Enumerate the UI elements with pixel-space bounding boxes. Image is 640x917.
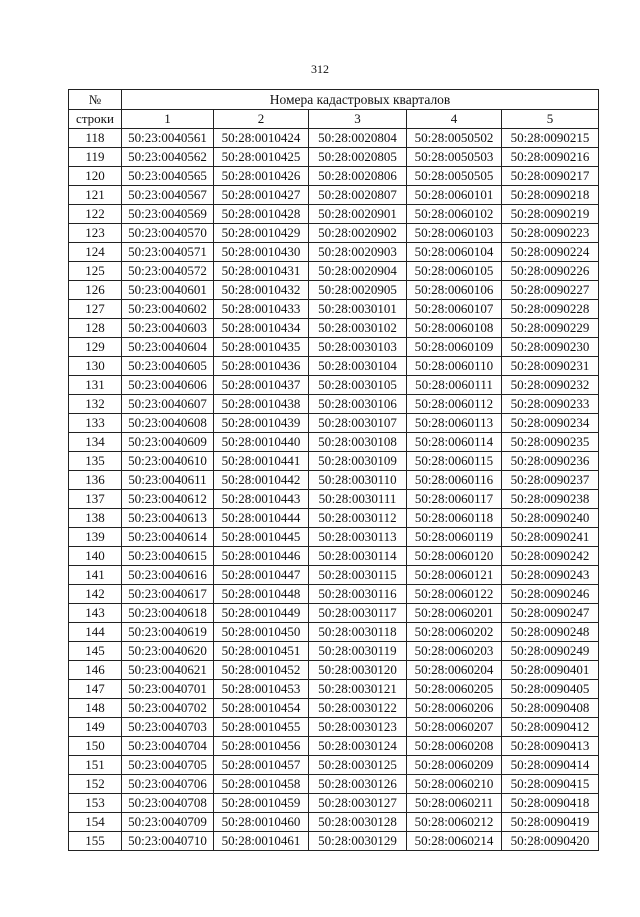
- cadastral-number-cell: 50:28:0010436: [214, 357, 309, 376]
- table-row: [69, 756, 599, 775]
- table-body: [69, 129, 599, 851]
- row-number-cell: 138: [69, 509, 122, 528]
- row-number-cell: 130: [69, 357, 122, 376]
- cadastral-number-cell: 50:28:0090413: [502, 737, 599, 756]
- cadastral-number-cell: 50:28:0030117: [309, 604, 407, 623]
- cadastral-number-cell: 50:28:0060107: [407, 300, 502, 319]
- cadastral-number-cell: 50:28:0010435: [214, 338, 309, 357]
- cadastral-number-cell: 50:28:0010455: [214, 718, 309, 737]
- table-row: [69, 604, 599, 623]
- cadastral-number-cell: 50:28:0010450: [214, 623, 309, 642]
- cadastral-number-cell: 50:28:0090217: [502, 167, 599, 186]
- cadastral-number-cell: 50:23:0040701: [122, 680, 214, 699]
- row-number-cell: 150: [69, 737, 122, 756]
- cadastral-number-cell: 50:28:0090230: [502, 338, 599, 357]
- cadastral-number-cell: 50:28:0090234: [502, 414, 599, 433]
- cadastral-number-cell: 50:28:0060118: [407, 509, 502, 528]
- cadastral-number-cell: 50:23:0040706: [122, 775, 214, 794]
- cadastral-number-cell: 50:28:0090242: [502, 547, 599, 566]
- cadastral-number-cell: 50:28:0020804: [309, 129, 407, 148]
- cadastral-number-cell: 50:28:0060205: [407, 680, 502, 699]
- table-row: [69, 832, 599, 851]
- cadastral-number-cell: 50:28:0060102: [407, 205, 502, 224]
- cadastral-number-cell: 50:23:0040607: [122, 395, 214, 414]
- row-number-cell: 153: [69, 794, 122, 813]
- row-number-cell: 142: [69, 585, 122, 604]
- table-row: [69, 547, 599, 566]
- table-row: [69, 813, 599, 832]
- cadastral-number-cell: 50:28:0010427: [214, 186, 309, 205]
- cadastral-number-cell: 50:28:0010443: [214, 490, 309, 509]
- cadastral-number-cell: 50:28:0090415: [502, 775, 599, 794]
- table-row: [69, 148, 599, 167]
- cadastral-number-cell: 50:28:0010431: [214, 262, 309, 281]
- column-header: 2: [214, 110, 309, 129]
- cadastral-number-cell: 50:28:0030108: [309, 433, 407, 452]
- cadastral-number-cell: 50:28:0010447: [214, 566, 309, 585]
- cadastral-number-cell: 50:28:0020905: [309, 281, 407, 300]
- cadastral-number-cell: 50:28:0010461: [214, 832, 309, 851]
- cadastral-number-cell: 50:28:0010434: [214, 319, 309, 338]
- row-number-cell: 135: [69, 452, 122, 471]
- cadastral-number-cell: 50:23:0040617: [122, 585, 214, 604]
- cadastral-number-cell: 50:28:0090233: [502, 395, 599, 414]
- cadastral-number-cell: 50:28:0060201: [407, 604, 502, 623]
- table-row: [69, 357, 599, 376]
- row-number-cell: 122: [69, 205, 122, 224]
- cadastral-number-cell: 50:28:0030122: [309, 699, 407, 718]
- cadastral-quarters-table: [68, 89, 599, 851]
- row-number-cell: 131: [69, 376, 122, 395]
- cadastral-number-cell: 50:28:0030101: [309, 300, 407, 319]
- cadastral-number-cell: 50:28:0010459: [214, 794, 309, 813]
- cadastral-number-cell: 50:28:0010460: [214, 813, 309, 832]
- cadastral-number-cell: 50:28:0050505: [407, 167, 502, 186]
- column-header: 4: [407, 110, 502, 129]
- cadastral-number-cell: 50:28:0060119: [407, 528, 502, 547]
- cadastral-number-cell: 50:28:0090419: [502, 813, 599, 832]
- cadastral-number-cell: 50:23:0040614: [122, 528, 214, 547]
- row-number-cell: 127: [69, 300, 122, 319]
- cadastral-number-cell: 50:28:0030111: [309, 490, 407, 509]
- cadastral-number-cell: 50:28:0090247: [502, 604, 599, 623]
- column-header: 3: [309, 110, 407, 129]
- cadastral-number-cell: 50:28:0090227: [502, 281, 599, 300]
- cadastral-number-cell: 50:28:0010444: [214, 509, 309, 528]
- row-number-cell: 120: [69, 167, 122, 186]
- cadastral-number-cell: 50:28:0060112: [407, 395, 502, 414]
- cadastral-number-cell: 50:28:0030104: [309, 357, 407, 376]
- cadastral-number-cell: 50:23:0040709: [122, 813, 214, 832]
- cadastral-number-cell: 50:28:0030124: [309, 737, 407, 756]
- cadastral-number-cell: 50:28:0010430: [214, 243, 309, 262]
- row-number-cell: 124: [69, 243, 122, 262]
- table-row: [69, 262, 599, 281]
- cadastral-number-cell: 50:28:0010458: [214, 775, 309, 794]
- row-number-cell: 132: [69, 395, 122, 414]
- cadastral-number-cell: 50:23:0040608: [122, 414, 214, 433]
- cadastral-number-cell: 50:23:0040702: [122, 699, 214, 718]
- table-row: [69, 319, 599, 338]
- cadastral-number-cell: 50:28:0010441: [214, 452, 309, 471]
- cadastral-number-cell: 50:23:0040620: [122, 642, 214, 661]
- cadastral-number-cell: 50:28:0060214: [407, 832, 502, 851]
- cadastral-number-cell: 50:28:0010428: [214, 205, 309, 224]
- table-row: [69, 737, 599, 756]
- cadastral-number-cell: 50:23:0040705: [122, 756, 214, 775]
- cadastral-number-cell: 50:23:0040561: [122, 129, 214, 148]
- cadastral-number-cell: 50:28:0060212: [407, 813, 502, 832]
- table-row: [69, 528, 599, 547]
- cadastral-number-cell: 50:23:0040572: [122, 262, 214, 281]
- row-number-cell: 140: [69, 547, 122, 566]
- cadastral-number-cell: 50:28:0030121: [309, 680, 407, 699]
- row-number-cell: 137: [69, 490, 122, 509]
- table-row: [69, 433, 599, 452]
- row-number-cell: 149: [69, 718, 122, 737]
- cadastral-number-cell: 50:28:0090246: [502, 585, 599, 604]
- cadastral-number-cell: 50:28:0020903: [309, 243, 407, 262]
- cadastral-number-cell: 50:28:0060101: [407, 186, 502, 205]
- group-header: Номера кадастровых кварталов: [122, 90, 599, 110]
- table-row: [69, 718, 599, 737]
- row-number-cell: 141: [69, 566, 122, 585]
- cadastral-number-cell: 50:28:0020807: [309, 186, 407, 205]
- table-row: [69, 661, 599, 680]
- cadastral-number-cell: 50:28:0030106: [309, 395, 407, 414]
- cadastral-number-cell: 50:28:0060113: [407, 414, 502, 433]
- cadastral-number-cell: 50:28:0060210: [407, 775, 502, 794]
- cadastral-number-cell: 50:28:0060121: [407, 566, 502, 585]
- cadastral-number-cell: 50:28:0010452: [214, 661, 309, 680]
- table-row: [69, 205, 599, 224]
- cadastral-number-cell: 50:23:0040570: [122, 224, 214, 243]
- cadastral-number-cell: 50:28:0050502: [407, 129, 502, 148]
- cadastral-number-cell: 50:28:0060120: [407, 547, 502, 566]
- cadastral-number-cell: 50:28:0090232: [502, 376, 599, 395]
- cadastral-number-cell: 50:28:0010437: [214, 376, 309, 395]
- cadastral-number-cell: 50:28:0090401: [502, 661, 599, 680]
- cadastral-number-cell: 50:28:0090235: [502, 433, 599, 452]
- cadastral-number-cell: 50:28:0090405: [502, 680, 599, 699]
- table-row: [69, 471, 599, 490]
- table-row: [69, 623, 599, 642]
- cadastral-number-cell: 50:28:0060104: [407, 243, 502, 262]
- cadastral-number-cell: 50:28:0090229: [502, 319, 599, 338]
- cadastral-number-cell: 50:28:0090223: [502, 224, 599, 243]
- row-header: строки: [69, 110, 122, 129]
- cadastral-number-cell: 50:28:0010440: [214, 433, 309, 452]
- cadastral-number-cell: 50:28:0090236: [502, 452, 599, 471]
- cadastral-number-cell: 50:28:0060211: [407, 794, 502, 813]
- cadastral-number-cell: 50:28:0010438: [214, 395, 309, 414]
- cadastral-number-cell: 50:28:0030107: [309, 414, 407, 433]
- cadastral-number-cell: 50:28:0060207: [407, 718, 502, 737]
- cadastral-number-cell: 50:28:0090418: [502, 794, 599, 813]
- cadastral-number-cell: 50:23:0040562: [122, 148, 214, 167]
- cadastral-number-cell: 50:28:0060209: [407, 756, 502, 775]
- cadastral-number-cell: 50:28:0090238: [502, 490, 599, 509]
- cadastral-number-cell: 50:28:0090224: [502, 243, 599, 262]
- table-row: [69, 243, 599, 262]
- cadastral-number-cell: 50:28:0020902: [309, 224, 407, 243]
- cadastral-number-cell: 50:28:0010448: [214, 585, 309, 604]
- column-header: 1: [122, 110, 214, 129]
- cadastral-number-cell: 50:28:0010446: [214, 547, 309, 566]
- cadastral-number-cell: 50:28:0060204: [407, 661, 502, 680]
- table-row: [69, 509, 599, 528]
- table-row: [69, 129, 599, 148]
- cadastral-number-cell: 50:28:0030116: [309, 585, 407, 604]
- cadastral-number-cell: 50:28:0090228: [502, 300, 599, 319]
- row-number-cell: 154: [69, 813, 122, 832]
- row-number-cell: 125: [69, 262, 122, 281]
- cadastral-number-cell: 50:28:0090414: [502, 756, 599, 775]
- cadastral-number-cell: 50:23:0040710: [122, 832, 214, 851]
- table-row: [69, 699, 599, 718]
- column-header: 5: [502, 110, 599, 129]
- row-number-cell: 155: [69, 832, 122, 851]
- cadastral-number-cell: 50:28:0030127: [309, 794, 407, 813]
- cadastral-number-cell: 50:23:0040606: [122, 376, 214, 395]
- table-row: [69, 395, 599, 414]
- row-number-cell: 147: [69, 680, 122, 699]
- cadastral-number-cell: 50:23:0040569: [122, 205, 214, 224]
- cadastral-number-cell: 50:28:0090218: [502, 186, 599, 205]
- cadastral-number-cell: 50:23:0040612: [122, 490, 214, 509]
- row-number-cell: 151: [69, 756, 122, 775]
- cadastral-number-cell: 50:28:0030103: [309, 338, 407, 357]
- cadastral-number-cell: 50:28:0030115: [309, 566, 407, 585]
- num-header: №: [69, 90, 122, 110]
- row-number-cell: 144: [69, 623, 122, 642]
- row-number-cell: 133: [69, 414, 122, 433]
- table-row: [69, 566, 599, 585]
- table-row: [69, 490, 599, 509]
- cadastral-number-cell: 50:28:0030128: [309, 813, 407, 832]
- cadastral-number-cell: 50:28:0060206: [407, 699, 502, 718]
- cadastral-number-cell: 50:28:0060103: [407, 224, 502, 243]
- cadastral-number-cell: 50:28:0010425: [214, 148, 309, 167]
- row-number-cell: 139: [69, 528, 122, 547]
- cadastral-number-cell: 50:28:0030112: [309, 509, 407, 528]
- table-row: [69, 186, 599, 205]
- cadastral-number-cell: 50:23:0040619: [122, 623, 214, 642]
- table-row: [69, 642, 599, 661]
- cadastral-number-cell: 50:23:0040704: [122, 737, 214, 756]
- cadastral-number-cell: 50:28:0090216: [502, 148, 599, 167]
- cadastral-number-cell: 50:28:0050503: [407, 148, 502, 167]
- cadastral-number-cell: 50:23:0040621: [122, 661, 214, 680]
- cadastral-number-cell: 50:23:0040610: [122, 452, 214, 471]
- cadastral-number-cell: 50:28:0020805: [309, 148, 407, 167]
- cadastral-number-cell: 50:28:0090420: [502, 832, 599, 851]
- cadastral-number-cell: 50:28:0010424: [214, 129, 309, 148]
- cadastral-number-cell: 50:28:0030114: [309, 547, 407, 566]
- cadastral-number-cell: 50:23:0040615: [122, 547, 214, 566]
- cadastral-number-cell: 50:23:0040604: [122, 338, 214, 357]
- cadastral-number-cell: 50:28:0060116: [407, 471, 502, 490]
- cadastral-number-cell: 50:28:0060114: [407, 433, 502, 452]
- table-row: [69, 414, 599, 433]
- row-number-cell: 134: [69, 433, 122, 452]
- cadastral-number-cell: 50:23:0040618: [122, 604, 214, 623]
- row-number-cell: 129: [69, 338, 122, 357]
- cadastral-number-cell: 50:28:0060105: [407, 262, 502, 281]
- table-row: [69, 376, 599, 395]
- cadastral-number-cell: 50:23:0040565: [122, 167, 214, 186]
- cadastral-number-cell: 50:28:0060108: [407, 319, 502, 338]
- table-row: [69, 775, 599, 794]
- cadastral-number-cell: 50:28:0030113: [309, 528, 407, 547]
- cadastral-number-cell: 50:28:0030102: [309, 319, 407, 338]
- table-row: [69, 452, 599, 471]
- table-row: [69, 300, 599, 319]
- row-number-cell: 146: [69, 661, 122, 680]
- cadastral-number-cell: 50:28:0090412: [502, 718, 599, 737]
- cadastral-number-cell: 50:23:0040571: [122, 243, 214, 262]
- cadastral-number-cell: 50:28:0030118: [309, 623, 407, 642]
- cadastral-number-cell: 50:28:0090215: [502, 129, 599, 148]
- table-row: [69, 585, 599, 604]
- row-number-cell: 118: [69, 129, 122, 148]
- cadastral-number-cell: 50:28:0020806: [309, 167, 407, 186]
- cadastral-number-cell: 50:28:0090226: [502, 262, 599, 281]
- table-row: [69, 167, 599, 186]
- cadastral-number-cell: 50:28:0010454: [214, 699, 309, 718]
- row-number-cell: 136: [69, 471, 122, 490]
- table-row: [69, 794, 599, 813]
- cadastral-number-cell: 50:28:0030125: [309, 756, 407, 775]
- row-number-cell: 128: [69, 319, 122, 338]
- cadastral-number-cell: 50:28:0090237: [502, 471, 599, 490]
- cadastral-number-cell: 50:28:0030120: [309, 661, 407, 680]
- cadastral-number-cell: 50:28:0090231: [502, 357, 599, 376]
- cadastral-number-cell: 50:28:0030119: [309, 642, 407, 661]
- cadastral-number-cell: 50:28:0010453: [214, 680, 309, 699]
- row-number-cell: 119: [69, 148, 122, 167]
- cadastral-number-cell: 50:28:0010439: [214, 414, 309, 433]
- cadastral-number-cell: 50:28:0090240: [502, 509, 599, 528]
- row-number-cell: 126: [69, 281, 122, 300]
- cadastral-number-cell: 50:28:0090249: [502, 642, 599, 661]
- cadastral-number-cell: 50:28:0090248: [502, 623, 599, 642]
- cadastral-number-cell: 50:23:0040708: [122, 794, 214, 813]
- cadastral-number-cell: 50:28:0010456: [214, 737, 309, 756]
- cadastral-number-cell: 50:23:0040602: [122, 300, 214, 319]
- cadastral-number-cell: 50:28:0010433: [214, 300, 309, 319]
- page-number: 312: [311, 62, 329, 76]
- table-row: [69, 224, 599, 243]
- cadastral-number-cell: 50:28:0020901: [309, 205, 407, 224]
- cadastral-number-cell: 50:28:0060115: [407, 452, 502, 471]
- cadastral-number-cell: 50:23:0040567: [122, 186, 214, 205]
- cadastral-number-cell: 50:28:0030129: [309, 832, 407, 851]
- cadastral-number-cell: 50:28:0060110: [407, 357, 502, 376]
- cadastral-number-cell: 50:28:0090243: [502, 566, 599, 585]
- cadastral-number-cell: 50:28:0030123: [309, 718, 407, 737]
- cadastral-number-cell: 50:28:0060117: [407, 490, 502, 509]
- cadastral-number-cell: 50:23:0040605: [122, 357, 214, 376]
- cadastral-number-cell: 50:28:0010442: [214, 471, 309, 490]
- table-row: [69, 680, 599, 699]
- cadastral-number-cell: 50:28:0060208: [407, 737, 502, 756]
- row-number-cell: 148: [69, 699, 122, 718]
- cadastral-number-cell: 50:28:0060109: [407, 338, 502, 357]
- cadastral-number-cell: 50:28:0010457: [214, 756, 309, 775]
- cadastral-number-cell: 50:28:0090219: [502, 205, 599, 224]
- cadastral-number-cell: 50:23:0040703: [122, 718, 214, 737]
- cadastral-number-cell: 50:28:0030105: [309, 376, 407, 395]
- table-row: [69, 281, 599, 300]
- row-number-cell: 143: [69, 604, 122, 623]
- cadastral-number-cell: 50:23:0040609: [122, 433, 214, 452]
- cadastral-number-cell: 50:28:0010445: [214, 528, 309, 547]
- row-number-cell: 121: [69, 186, 122, 205]
- cadastral-number-cell: 50:23:0040613: [122, 509, 214, 528]
- row-number-cell: 152: [69, 775, 122, 794]
- cadastral-number-cell: 50:28:0030110: [309, 471, 407, 490]
- cadastral-number-cell: 50:28:0030109: [309, 452, 407, 471]
- cadastral-number-cell: 50:28:0060122: [407, 585, 502, 604]
- cadastral-number-cell: 50:28:0010429: [214, 224, 309, 243]
- cadastral-number-cell: 50:23:0040603: [122, 319, 214, 338]
- cadastral-number-cell: 50:28:0060111: [407, 376, 502, 395]
- cadastral-number-cell: 50:28:0060203: [407, 642, 502, 661]
- cadastral-number-cell: 50:23:0040601: [122, 281, 214, 300]
- cadastral-number-cell: 50:28:0090408: [502, 699, 599, 718]
- cadastral-number-cell: 50:28:0030126: [309, 775, 407, 794]
- cadastral-number-cell: 50:28:0010451: [214, 642, 309, 661]
- cadastral-number-cell: 50:23:0040616: [122, 566, 214, 585]
- table-row: [69, 338, 599, 357]
- cadastral-number-cell: 50:28:0010426: [214, 167, 309, 186]
- cadastral-number-cell: 50:28:0010449: [214, 604, 309, 623]
- row-number-cell: 145: [69, 642, 122, 661]
- cadastral-number-cell: 50:28:0060202: [407, 623, 502, 642]
- row-number-cell: 123: [69, 224, 122, 243]
- cadastral-number-cell: 50:23:0040611: [122, 471, 214, 490]
- cadastral-number-cell: 50:28:0010432: [214, 281, 309, 300]
- cadastral-number-cell: 50:28:0090241: [502, 528, 599, 547]
- cadastral-number-cell: 50:28:0060106: [407, 281, 502, 300]
- cadastral-number-cell: 50:28:0020904: [309, 262, 407, 281]
